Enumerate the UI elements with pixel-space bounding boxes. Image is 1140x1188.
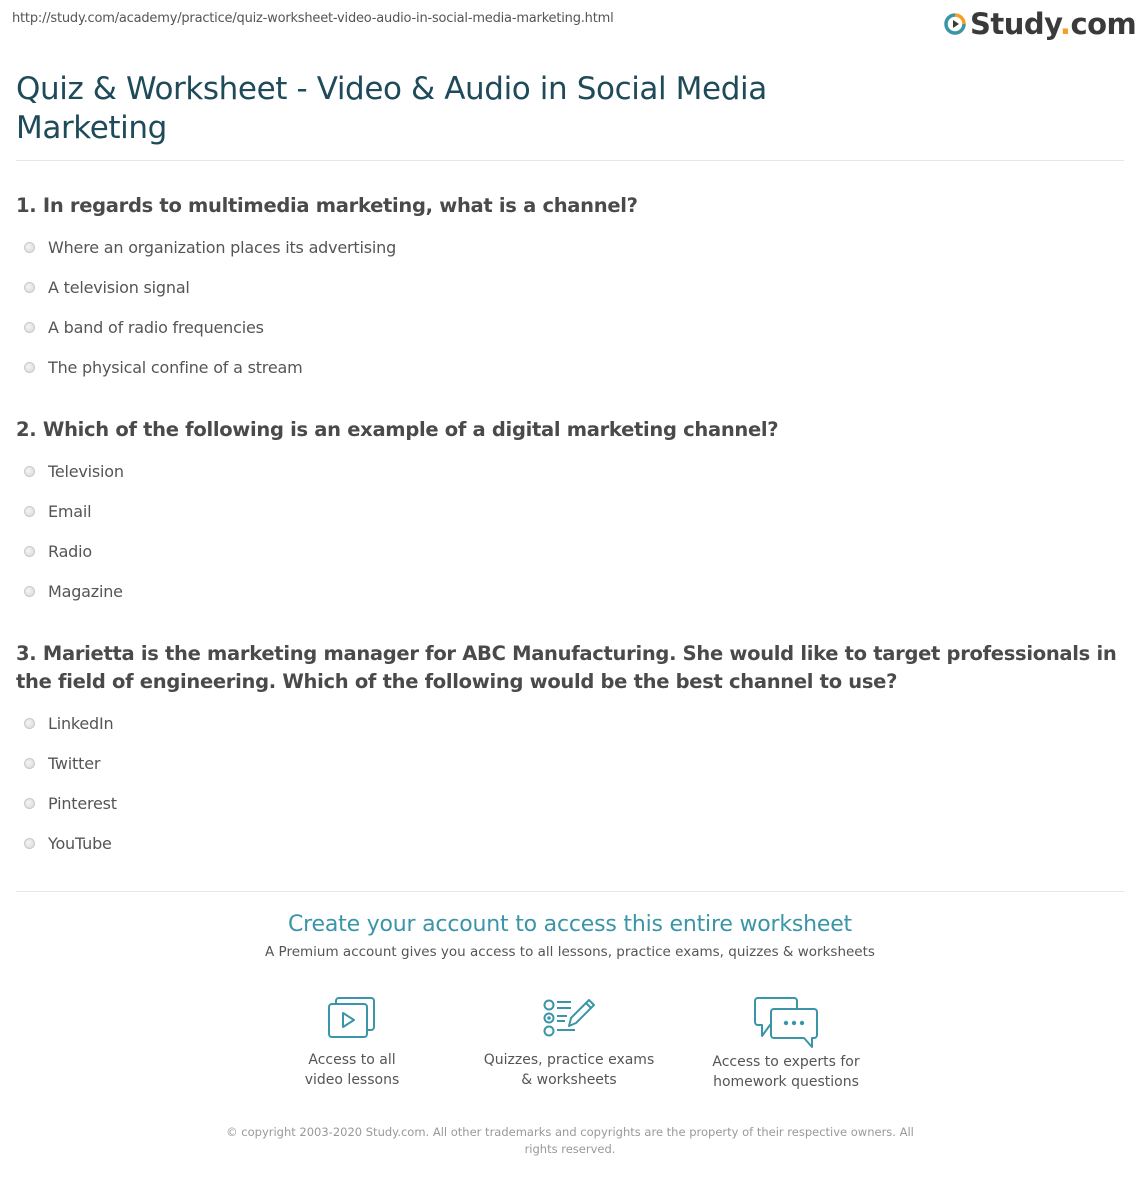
radio-button[interactable]: [24, 282, 35, 293]
cta-divider: [16, 891, 1124, 892]
q1-option-3[interactable]: A band of radio frequencies: [24, 316, 264, 338]
question-2: 2. Which of the following is an example of a digital marketing channel?: [16, 418, 779, 441]
q3-option-1[interactable]: LinkedIn: [24, 712, 113, 734]
feature-video-lessons: Access to all video lessons: [252, 996, 452, 1090]
feature-quizzes: Quizzes, practice exams & worksheets: [469, 996, 669, 1090]
title-divider: [16, 160, 1124, 161]
quiz-checklist-icon: [541, 996, 597, 1040]
q1-option-1[interactable]: Where an organization places its advertising: [24, 236, 396, 258]
q2-option-4[interactable]: Magazine: [24, 580, 123, 602]
radio-button[interactable]: [24, 718, 35, 729]
radio-button[interactable]: [24, 546, 35, 557]
question-3: 3. Marietta is the marketing manager for ABC Manufacturing. She would like to target professionals in the field of engineering. Which of the following would be the best channel to use?: [16, 642, 1117, 693]
radio-button[interactable]: [24, 466, 35, 477]
radio-button[interactable]: [24, 506, 35, 517]
play-logo-icon: [944, 13, 966, 35]
radio-button[interactable]: [24, 798, 35, 809]
radio-button[interactable]: [24, 758, 35, 769]
q2-option-2[interactable]: Email: [24, 500, 91, 522]
cta-subtitle: A Premium account gives you access to all lessons, practice exams, quizzes & worksheets: [265, 944, 875, 960]
logo-wordmark: Study.com: [970, 7, 1137, 41]
radio-button[interactable]: [24, 242, 35, 253]
q1-option-4[interactable]: The physical confine of a stream: [24, 356, 302, 378]
question-1: 1. In regards to multimedia marketing, what is a channel?: [16, 194, 638, 217]
radio-button[interactable]: [24, 322, 35, 333]
url-text: http://study.com/academy/practice/quiz-worksheet-video-audio-in-social-media-marketing.html: [12, 11, 614, 26]
radio-button[interactable]: [24, 838, 35, 849]
copyright-footer: © copyright 2003-2020 Study.com. All other trademarks and copyrights are the property of their respective owners. All rights reserved.: [226, 1125, 914, 1156]
q3-option-4[interactable]: YouTube: [24, 832, 112, 854]
q3-option-3[interactable]: Pinterest: [24, 792, 117, 814]
feature-experts: Access to experts for homework questions: [686, 996, 886, 1092]
radio-button[interactable]: [24, 362, 35, 373]
q3-option-2[interactable]: Twitter: [24, 752, 100, 774]
video-lessons-icon: [326, 996, 378, 1040]
study-logo[interactable]: [944, 8, 1136, 40]
page-title: Quiz & Worksheet - Video & Audio in Social Media Marketing: [16, 71, 767, 146]
q1-option-2[interactable]: A television signal: [24, 276, 190, 298]
create-account-link[interactable]: Create your account to access this entire worksheet: [288, 912, 852, 937]
chat-bubbles-icon: [754, 996, 818, 1048]
q2-option-3[interactable]: Radio: [24, 540, 92, 562]
radio-button[interactable]: [24, 586, 35, 597]
q2-option-1[interactable]: Television: [24, 460, 124, 482]
